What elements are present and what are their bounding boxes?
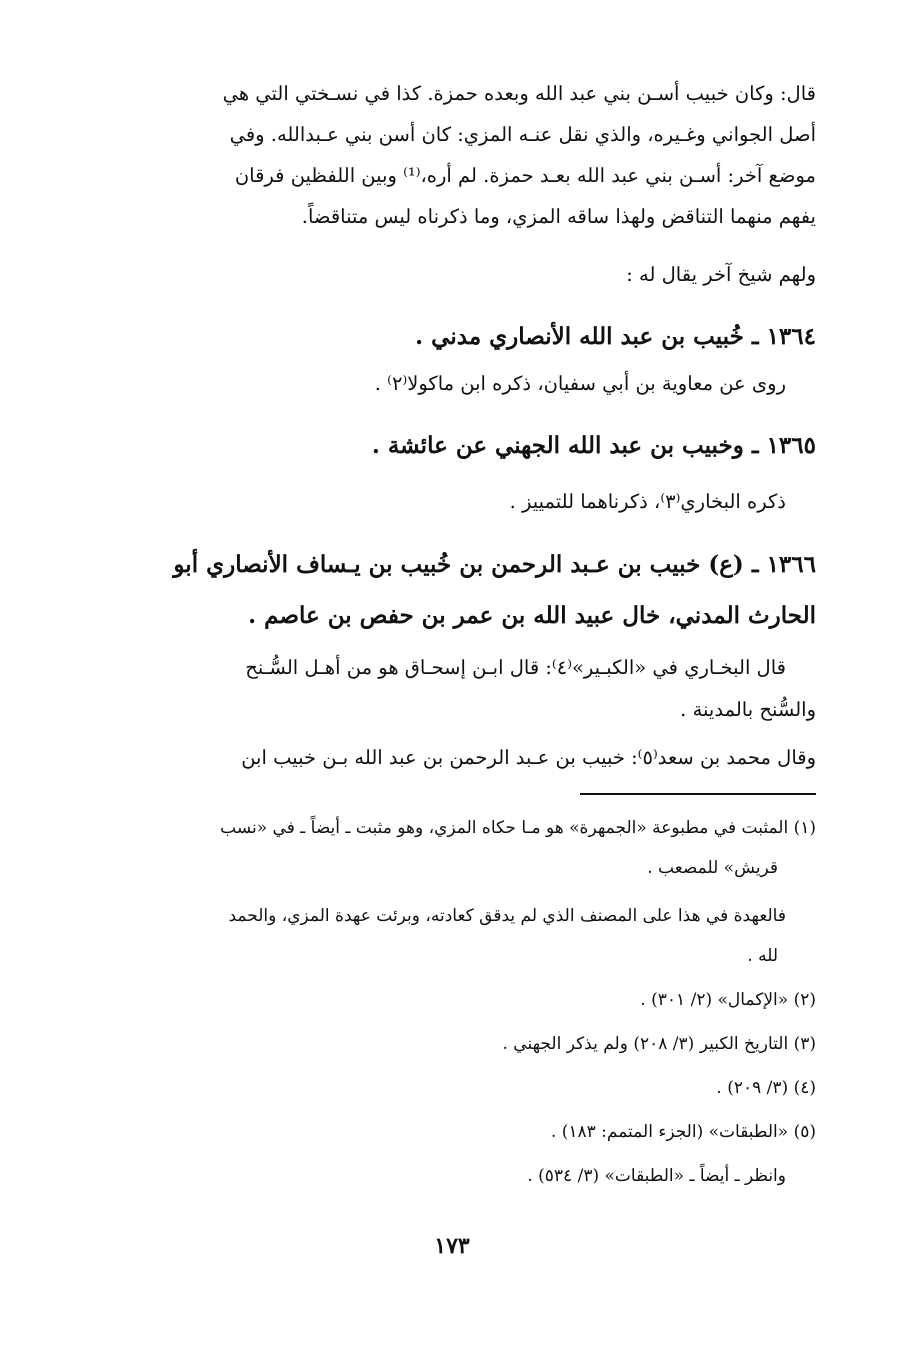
intro-line-2: أصل الجواني وغـيره، والذي نقل عنـه المزي: كان أسن بني عـبدالله. وفي (229, 123, 816, 146)
entry-1364-text: روى عن معاوية بن أبي سفيان، ذكره ابن ماكولا⁽٢⁾ . (374, 372, 786, 395)
footnote-1-line-4: لله . (747, 946, 778, 966)
entry-1366-heading-line-2: الحارث المدني، خال عبيد الله بن عمر بن حفص بن عاصم . (248, 602, 816, 629)
footnote-divider (580, 793, 816, 795)
footnote-2: (٢) «الإكمال» (٢/ ٣٠١) . (640, 990, 816, 1010)
footnote-1-line-3: فالعهدة في هذا على المصنف الذي لم يدقق كعادته، وبرئت عهدة المزي، والحمد (228, 906, 786, 926)
intro-line-4: يفهم منهما التناقض ولهذا ساقه المزي، وما ذكرناه ليس متناقضاً. (301, 205, 816, 228)
entry-1365-heading: ١٣٦٥ ـ وخبيب بن عبد الله الجهني عن عائشة . (371, 432, 816, 459)
entry-1366-heading-line-1: ١٣٦٦ ـ (ع) خبيب بن عـبد الرحمن بن خُبيب بن يـساف الأنصاري أبو (173, 551, 816, 578)
entry-1365-text: ذكره البخاري⁽٣⁾، ذكرناهما للتمييز . (509, 490, 786, 513)
footnote-4: (٤) (٣/ ٢٠٩) . (716, 1078, 816, 1098)
entry-1364-heading: ١٣٦٤ ـ خُبيب بن عبد الله الأنصاري مدني . (415, 323, 816, 350)
page-number: ١٧٣ (434, 1233, 470, 1259)
footnote-1-line-1: (١) المثبت في مطبوعة «الجمهرة» هو مـا حكاه المزي، وهو مثبت ـ أيضاً ـ في «نسب (220, 818, 816, 838)
entry-1366-text-line-1: قال البخـاري في «الكبـير»⁽٤⁾: قال ابـن إسحـاق هو من أهـل السُّـنح (245, 656, 786, 679)
transition-line: ولهم شيخ آخر يقال له : (626, 263, 816, 286)
entry-1366-text-line-2: والسُّنح بالمدينة . (680, 698, 816, 721)
footnote-5: (٥) «الطبقات» (الجزء المتمم: ١٨٣) . (550, 1122, 816, 1142)
intro-line-3: موضع آخر: أسـن بني عبد الله بعـد حمزة. لم أره،⁽¹⁾ وبين اللفظين فرقان (234, 164, 816, 187)
footnote-3: (٣) التاريخ الكبير (٣/ ٢٠٨) ولم يذكر الجهني . (502, 1034, 816, 1054)
entry-1366-text-line-3: وقال محمد بن سعد⁽٥⁾: خبيب بن عـبد الرحمن بن عبد الله بـن خبيب ابن (241, 746, 816, 769)
footnote-1-line-2: قريش» للمصعب . (647, 858, 778, 878)
footnote-5-see-also: وانظر ـ أيضاً ـ «الطبقات» (٣/ ٥٣٤) . (527, 1166, 786, 1186)
intro-line-1: قال: وكان خبيب أسـن بني عبد الله وبعده حمزة. كذا في نسـختي التي هي (222, 82, 816, 105)
